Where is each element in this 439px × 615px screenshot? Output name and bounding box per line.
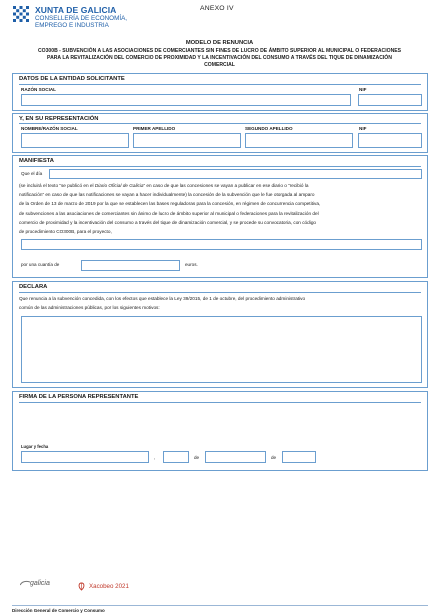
manifiesta-line-1c: ” en caso de que las concesiones se vayan a publicar en ese diario o “recibió la bbox=[143, 183, 309, 188]
signature-section-title: FIRMA DE LA PERSONA REPRESENTANTE bbox=[19, 394, 139, 400]
manifiesta-line-3: de la Orden de 13 de marzo de 2019 por la que se establecen las bases reguladoras para la concesión, en régimen de concurrencia competitiva, bbox=[19, 201, 321, 207]
place-date-label: Lugar y fecha bbox=[21, 444, 49, 449]
entity-name-field[interactable] bbox=[21, 94, 351, 106]
annex-label: ANEXO IV bbox=[200, 5, 234, 12]
directorate-label: Dirección General de Comercio y Consumo bbox=[12, 608, 105, 613]
form-subtitle-3: COMERCIAL bbox=[204, 62, 235, 69]
xacobeo-text: Xacobeo 2021 bbox=[89, 583, 129, 590]
xunta-coat-of-arms-icon bbox=[12, 5, 30, 23]
rep-name-label: NOMBRE/RAZÓN SOCIAL bbox=[21, 126, 78, 131]
project-field[interactable] bbox=[21, 239, 422, 250]
rep-second-surname-label: SEGUNDO APELLIDO bbox=[245, 126, 293, 131]
manifiesta-line-2: notificación” en caso de que las notificaciones se vayan a hacer individualmente) la concesión de la subvención que le fue otorgada al amparo bbox=[19, 192, 315, 198]
galicia-logo-text: galicia bbox=[30, 580, 50, 587]
signature-section bbox=[12, 391, 428, 471]
representation-section-title: Y, EN SU REPRESENTACIÓN bbox=[19, 116, 99, 122]
day-signature-field[interactable] bbox=[163, 451, 189, 463]
section-divider bbox=[19, 292, 421, 293]
declara-section bbox=[12, 281, 428, 388]
form-title: MODELO DE RENUNCIA bbox=[185, 40, 254, 46]
footer-divider bbox=[12, 605, 428, 606]
entity-section-title: DATOS DE LA ENTIDAD SOLICITANTE bbox=[19, 76, 125, 82]
manifiesta-section bbox=[12, 155, 428, 278]
day-field[interactable] bbox=[49, 169, 422, 179]
manifiesta-line-4: de subvenciones a las asociaciones de comerciantes sin ánimo de lucro de ámbito superior al municipal o federaciones para la revitalización del bbox=[19, 210, 319, 216]
xunta-logo bbox=[12, 5, 127, 30]
place-field[interactable] bbox=[21, 451, 149, 463]
entity-nif-label: NIF bbox=[359, 87, 367, 92]
form-subtitle-1: CO300B - SUBVENCIÓN A LAS ASOCIACIONES DE COMERCIANTES SIN FINES DE LUCRO DE ÁMBITO SUPERIOR AL MUNICIPAL O FEDERACIONES bbox=[37, 48, 402, 54]
galicia-wave-icon bbox=[20, 580, 30, 586]
place-date-separator: , bbox=[154, 455, 156, 460]
manifiesta-line-6: de procedimiento CO300B, para el proyecto, bbox=[19, 229, 112, 235]
section-divider bbox=[19, 84, 421, 85]
de-label-1: de bbox=[194, 455, 200, 460]
declara-line-1: Que renuncia a la subvención concedida, con los efectos que establece la Ley 39/2015, de 1 de octubre, del procedimiento administrativo bbox=[19, 296, 306, 301]
page-footer bbox=[12, 578, 428, 606]
entity-name-label: RAZÓN SOCIAL bbox=[21, 87, 56, 92]
manifiesta-line-5: comercio de proximidad y la incentivación del consumo a través del tique de dinamización comercial, y se procede su convocatoria, con código bbox=[19, 219, 317, 225]
section-divider bbox=[19, 123, 421, 124]
galicia-logo bbox=[20, 580, 50, 587]
representation-section bbox=[12, 113, 428, 153]
rep-second-surname-field[interactable] bbox=[245, 133, 353, 148]
brand-title: XUNTA DE GALICIA bbox=[35, 5, 117, 15]
document-title bbox=[12, 40, 427, 69]
rep-nif-label: NIF bbox=[359, 126, 367, 131]
xacobeo-shell-icon bbox=[77, 582, 86, 591]
xacobeo-logo bbox=[77, 582, 129, 591]
manifiesta-line-1 bbox=[19, 181, 419, 190]
currency-label: euros. bbox=[185, 262, 198, 267]
entity-nif-field[interactable] bbox=[358, 94, 422, 106]
rep-first-surname-label: PRIMER APELLIDO bbox=[133, 126, 176, 131]
form-subtitle-2: PARA LA REVITALIZACIÓN DEL COMERCIO DE PROXIMIDAD Y LA INCENTIVACIÓN DEL CONSUMO A TRAVÉS DEL TIQUE DE DINAMIZACIÓN bbox=[47, 55, 392, 62]
month-field[interactable] bbox=[205, 451, 266, 463]
declara-body bbox=[19, 294, 419, 312]
day-label: Que el día bbox=[21, 171, 43, 176]
brand-subtitle-2: EMPREGO E INDUSTRIA bbox=[35, 22, 109, 30]
section-divider bbox=[19, 402, 421, 403]
manifiesta-line-1a: (se incluirá el texto “se publicó en el bbox=[19, 183, 95, 188]
amount-label: por una cuantía de bbox=[21, 262, 60, 267]
reasons-textarea[interactable] bbox=[21, 316, 422, 383]
page-header bbox=[12, 4, 427, 40]
declara-section-title: DECLARA bbox=[19, 284, 48, 290]
entity-section bbox=[12, 73, 428, 111]
year-field[interactable] bbox=[282, 451, 316, 463]
de-label-2: de bbox=[271, 455, 277, 460]
rep-first-surname-field[interactable] bbox=[133, 133, 241, 148]
manifiesta-body bbox=[19, 181, 419, 236]
rep-name-field[interactable] bbox=[21, 133, 129, 148]
brand-subtitle-1: CONSELLERÍA DE ECONOMÍA, bbox=[35, 15, 128, 22]
manifiesta-section-title: MANIFIESTA bbox=[19, 158, 54, 164]
rep-nif-field[interactable] bbox=[358, 133, 422, 148]
amount-field[interactable] bbox=[81, 260, 180, 271]
manifiesta-line-1b: Diario Oficial de Galicia bbox=[94, 183, 144, 188]
declara-line-2: común de las administraciones públicas, por los siguientes motivos: bbox=[19, 305, 160, 311]
section-divider bbox=[19, 166, 421, 167]
